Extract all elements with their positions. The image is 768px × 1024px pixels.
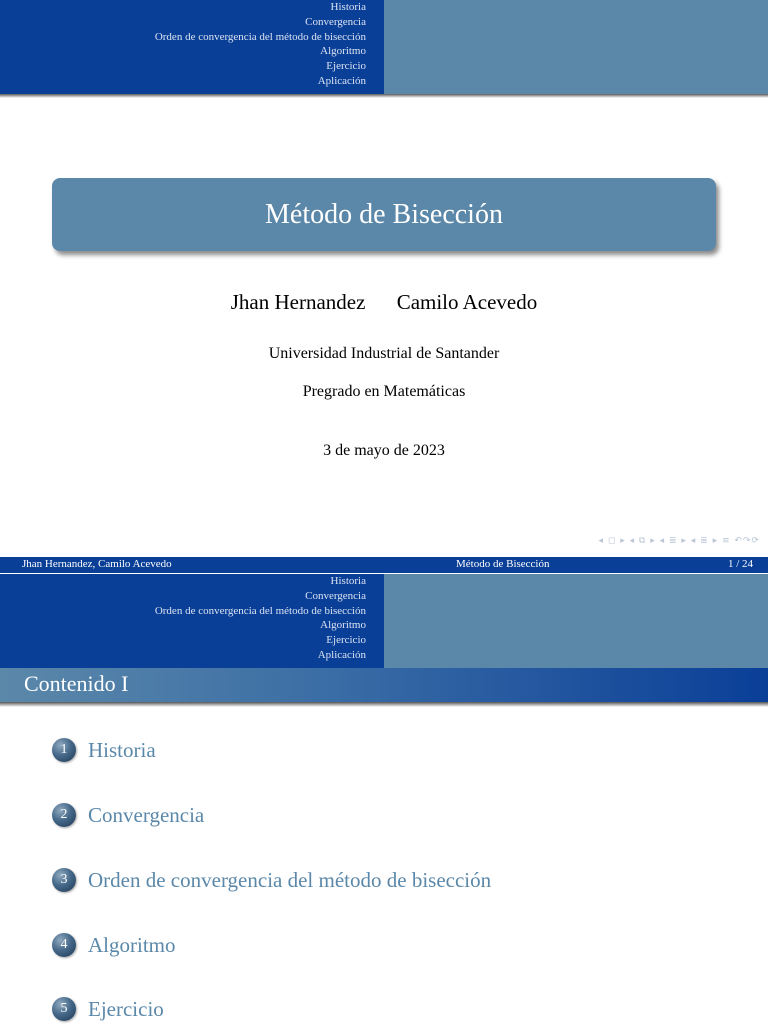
date: 3 de mayo de 2023	[323, 442, 445, 459]
toc-item-orden[interactable]	[52, 867, 491, 893]
toc-item-label: Algoritmo	[88, 932, 176, 957]
nav-section-aplicacion[interactable]: Aplicación	[317, 74, 366, 87]
header-shadow	[0, 94, 768, 98]
nav-section-aplicacion[interactable]: Aplicación	[317, 648, 366, 661]
header-navigation-right-panel-second	[384, 574, 768, 668]
nav-section-ejercicio[interactable]: Ejercicio	[326, 634, 366, 647]
toc-item-label: Ejercicio	[88, 996, 164, 1021]
nav-section-convergencia[interactable]: Convergencia	[305, 589, 366, 602]
toc-item-label: Historia	[88, 737, 156, 762]
footline-page-number: 1 / 24	[727, 558, 753, 570]
section-navigation-list-second	[155, 574, 366, 663]
toc-item-label: Orden de convergencia del método de bisección	[88, 867, 492, 892]
toc-item-label: Convergencia	[88, 802, 205, 827]
toc-item-ejercicio[interactable]	[52, 996, 164, 1022]
toc-number-ball: 2	[52, 803, 76, 827]
footline-authors: Jhan Hernandez, Camilo Acevedo	[22, 558, 172, 570]
nav-section-orden[interactable]: Orden de convergencia del método de bisección	[154, 30, 366, 43]
header-navigation-top	[0, 0, 768, 94]
nav-section-algoritmo[interactable]: Algoritmo	[320, 619, 366, 632]
footline-right	[380, 557, 768, 573]
toc-item-historia[interactable]	[52, 737, 156, 763]
toc-number-ball: 4	[52, 933, 76, 957]
header-navigation-right-panel	[384, 0, 768, 94]
nav-section-historia[interactable]: Historia	[330, 575, 366, 587]
nav-section-ejercicio[interactable]: Ejercicio	[326, 60, 366, 73]
toc-item-algoritmo[interactable]	[52, 932, 176, 958]
frame-title-shadow	[0, 702, 768, 707]
header-navigation-left-panel	[0, 0, 384, 94]
toc-number-ball: 1	[52, 738, 76, 762]
nav-section-algoritmo[interactable]: Algoritmo	[320, 45, 366, 58]
toc-item-convergencia[interactable]	[52, 802, 204, 828]
presentation-title: Método de Bisección	[265, 198, 503, 230]
nav-section-convergencia[interactable]: Convergencia	[305, 15, 366, 28]
header-navigation-second	[0, 574, 768, 668]
title-box	[52, 178, 716, 251]
footline-title: Método de Bisección	[456, 558, 550, 570]
beamer-navigation-symbols[interactable]: ◂ ◻ ▸ ◂ ⧉ ▸ ◂ ≣ ▸ ◂ ≣ ▸ ≡ ↶↷⟳	[598, 536, 760, 546]
footline	[0, 557, 768, 573]
toc-number-ball: 3	[52, 868, 76, 892]
author-1: Jhan Hernandez	[230, 290, 366, 314]
nav-section-orden[interactable]: Orden de convergencia del método de bisección	[154, 604, 366, 617]
section-navigation-list	[155, 0, 366, 89]
frame-title-bar	[0, 668, 768, 702]
institution: Universidad Industrial de Santander	[268, 345, 500, 362]
frame-title: Contenido I	[24, 671, 129, 696]
toc-number-ball: 5	[52, 997, 76, 1021]
header-navigation-left-panel-second	[0, 574, 384, 668]
authors	[0, 290, 768, 315]
nav-section-historia[interactable]: Historia	[330, 1, 366, 13]
program: Pregrado en Matemáticas	[302, 383, 466, 400]
author-2: Camilo Acevedo	[396, 290, 538, 314]
